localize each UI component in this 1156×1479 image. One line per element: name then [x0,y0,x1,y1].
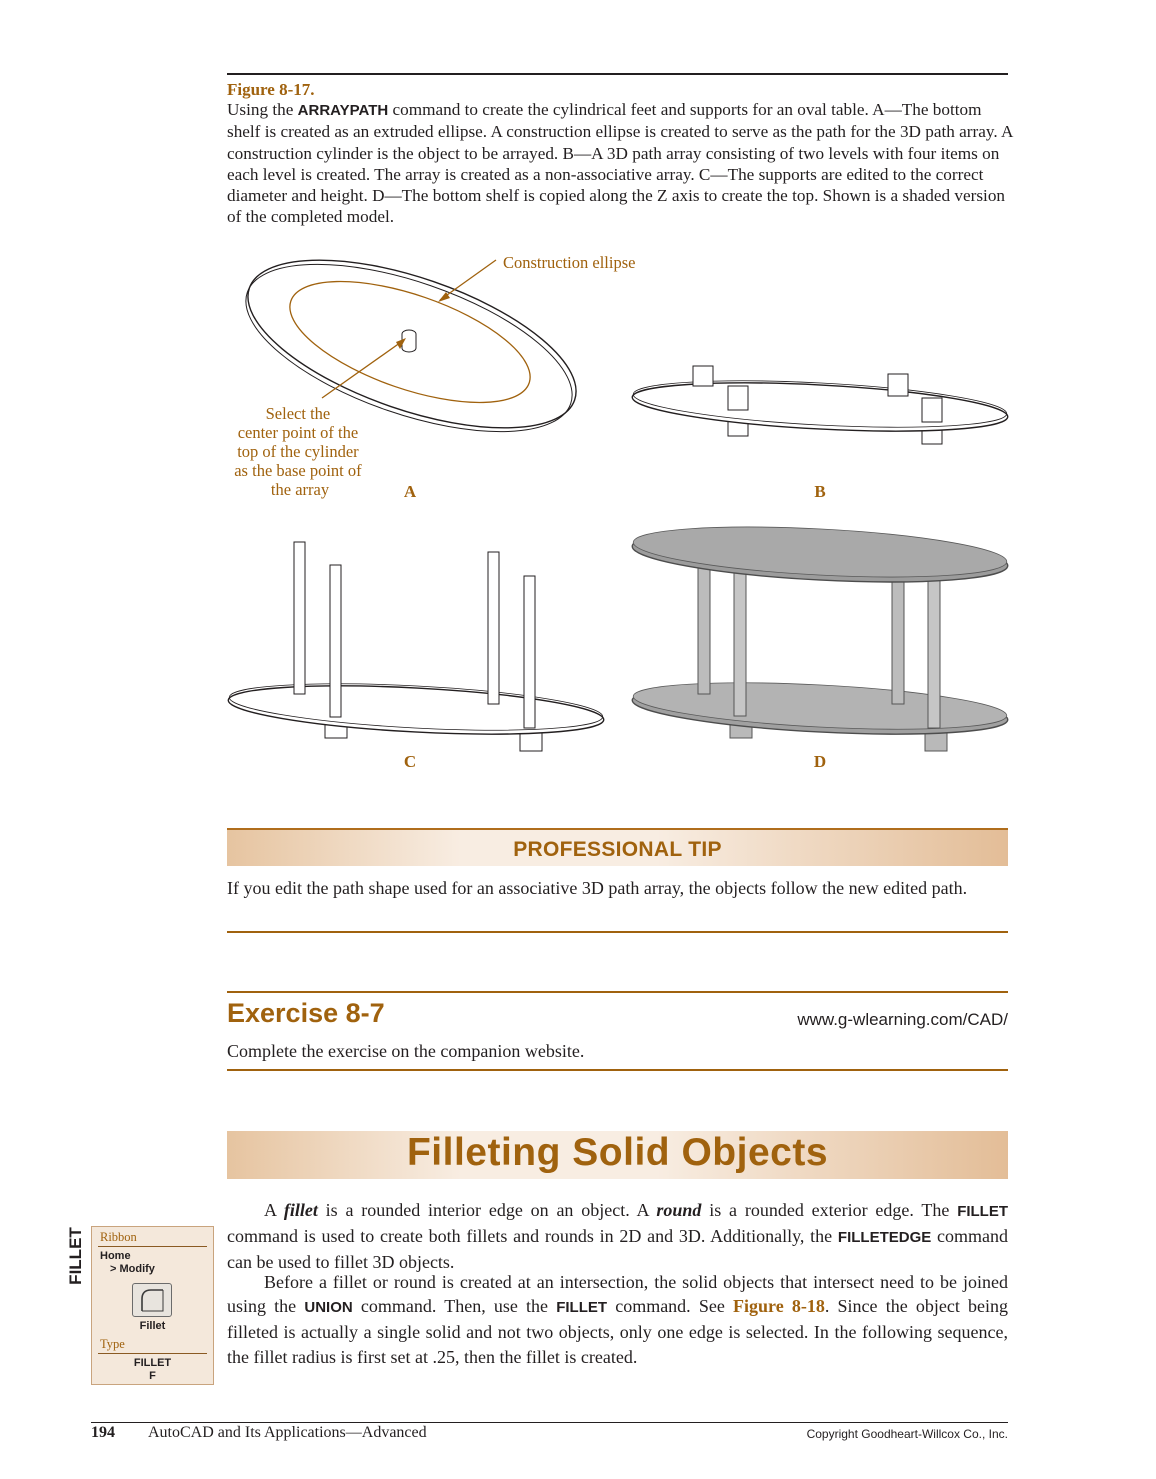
panel-d-drawing [631,519,1009,751]
term-fillet: fillet [283,1200,318,1220]
type-rule [98,1353,207,1354]
page-number: 194 [91,1424,115,1441]
book-title: AutoCAD and Its Applications—Advanced [148,1424,427,1441]
type-alias: F [149,1370,156,1382]
professional-tip-text: If you edit the path shape used for an associative 3D path array, the objects follow the new edited path. [227,878,968,898]
figure-reference-link[interactable]: Figure 8-18 [733,1296,825,1317]
callout-line: the array [270,480,330,499]
section-banner [227,1131,1008,1179]
ribbon-tab: Home [100,1250,131,1262]
text-run: Before a fillet or round is created at an intersection, the solid objects that intersect need to be joined using the [227,1272,1008,1317]
exercise-text: Complete the exercise on the companion website. [227,1041,585,1061]
caption-text: command to create the cylindrical feet and supports for an oval table. A—The bottom shelf is created as an extruded ellipse. A construction ellipse is created to serve as the path for the 3D path array. A construction cylinder is the object to be arrayed. B—A 3D path array consisting of two levels with four items on each level is created. The array is created as a non-associative array. C—The supports are edited to the correct diameter and height. D—The bottom shelf is copied along the Z axis to create the top. Shown is a shaded version of the completed model. [227,100,1013,227]
exercise-top-rule [227,991,1008,993]
panel-label-d: D [813,752,827,771]
text-run: A [264,1200,284,1220]
body-paragraph [227,1198,1008,1275]
panel-c-drawing [227,542,605,751]
section-title: Filleting Solid Objects [406,1131,829,1174]
panel-b-drawing [631,366,1009,444]
text-run: command. See [607,1296,734,1317]
tip-bottom-rule [227,931,1008,933]
caption-text: Using the [227,100,298,119]
command-union: UNION [304,1299,353,1317]
figure-title: Figure 8-17. [227,80,315,99]
type-heading: Type [100,1337,125,1351]
exercise-title: Exercise 8-7 [227,998,385,1028]
command-fillet: FILLET [957,1203,1009,1220]
command-filletedge: FILLETEDGE [837,1229,932,1247]
side-label-text: FILLET [66,1227,85,1285]
ribbon-panel: > Modify [110,1263,155,1275]
text-run: command can be used to fillet 3D objects. [227,1226,1008,1273]
quickref-side-label [66,1222,86,1292]
body-paragraph [227,1270,1008,1369]
type-command: FILLET [133,1357,172,1369]
command-fillet: FILLET [556,1299,608,1317]
panel-label-a: A [403,482,417,501]
text-run: . Since the object being filleted is actually a single solid and not two objects, only one edge is selected. In the following sequence, the fillet radius is first set at .25, then the fillet is created. [227,1296,1009,1367]
quickref-box [91,1226,214,1385]
callout-line: Select the [265,404,331,423]
ribbon-heading: Ribbon [100,1230,137,1244]
footer-rule [91,1422,1008,1423]
fillet-button[interactable] [132,1283,172,1317]
callout-line: as the base point of [234,461,362,480]
term-round: round [656,1200,702,1220]
panel-label-b: B [814,482,826,501]
text-run: is a rounded exterior edge. The [701,1200,958,1220]
text-run: command is used to create both fillets and rounds in 2D and 3D. Additionally, the [227,1226,838,1247]
fillet-button-label: Fillet [139,1320,166,1332]
construction-ellipse-callout: Construction ellipse [503,253,636,272]
exercise-url: www.g-wlearning.com/CAD/ [797,1010,1008,1029]
copyright: Copyright Goodheart-Willcox Co., Inc. [806,1427,1008,1441]
exercise-bottom-rule [227,1069,1008,1071]
professional-tip-title: PROFESSIONAL TIP [513,838,722,861]
text-run: is a rounded interior edge on an object. A [317,1200,657,1220]
callout-line: center point of the [237,423,359,442]
text-run: command. Then, use the [352,1296,557,1317]
ribbon-rule [98,1246,207,1247]
professional-tip-banner [227,828,1008,866]
panel-label-c: C [403,752,417,771]
fillet-icon [133,1284,171,1316]
caption-command: ARRAYPATH [297,102,389,119]
callout-line: top of the cylinder [237,442,359,461]
base-point-callout [234,404,366,499]
